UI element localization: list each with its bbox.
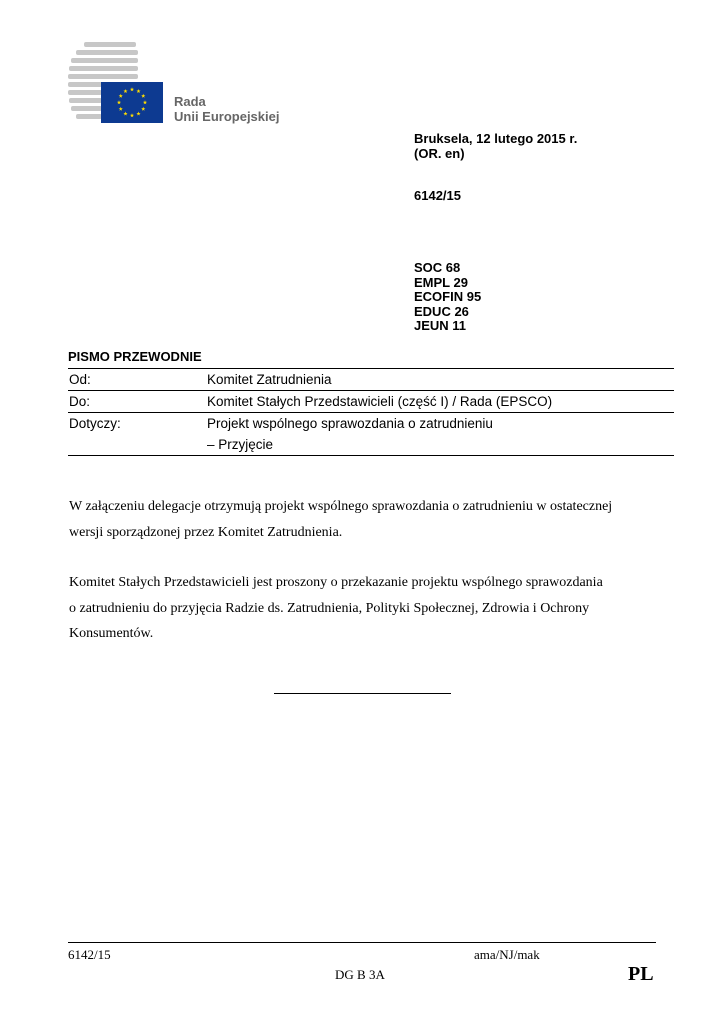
row-label: Od: <box>69 372 91 387</box>
interinstitutional-codes <box>414 261 481 334</box>
original-language: (OR. en) <box>414 145 465 161</box>
text-line: W załączeniu delegacje otrzymują projekt wspólnego sprawozdania o zatrudnieniu w ostatecznej <box>69 499 613 514</box>
table-row-from <box>68 369 674 390</box>
text-line: Konsumentów. <box>69 626 154 641</box>
doc-number: 6142/15 <box>414 188 461 203</box>
document-type-title: PISMO PRZEWODNIE <box>68 349 202 364</box>
text-line: wersji sporządzonej przez Komitet Zatrudnienia. <box>69 524 343 540</box>
text-line: o zatrudnieniu do przyjęcia Radzie ds. Zatrudnienia, Polityki Społecznej, Zdrowia i Ochrony <box>69 600 590 616</box>
paragraph <box>69 494 669 545</box>
header-meta <box>414 132 577 161</box>
code-item: SOC 68 <box>414 260 461 275</box>
table-row-subject <box>68 412 674 455</box>
footer-language: PL <box>628 963 654 985</box>
code-item: JEUN 11 <box>414 318 467 333</box>
code-item: EDUC 26 <box>414 303 469 319</box>
row-value-line: Komitet Zatrudnienia <box>207 372 332 387</box>
row-value <box>207 413 674 455</box>
footer-doc-number: 6142/15 <box>68 947 111 962</box>
row-value-line: Komitet Stałych Przedstawicieli (część I) / Rada (EPSCO) <box>207 394 553 409</box>
row-label: Do: <box>69 394 91 409</box>
institution-name-line1: Rada <box>174 94 206 109</box>
institution-name-line2: Unii Europejskiej <box>174 109 280 124</box>
cover-note-table <box>68 368 674 456</box>
row-value <box>207 369 674 390</box>
text-line: Komitet Stałych Przedstawicieli jest proszony o przekazanie projektu wspólnego sprawozdania <box>69 575 603 590</box>
code-item: EMPL 29 <box>414 274 468 290</box>
body-text <box>69 494 669 672</box>
code-item: ECOFIN 95 <box>414 289 482 304</box>
institution-name <box>174 94 279 124</box>
row-value-line: Projekt wspólnego sprawozdania o zatrudnieniu <box>207 416 493 431</box>
end-separator <box>274 693 451 694</box>
footer-divider <box>68 942 656 943</box>
row-label: Dotyczy: <box>69 416 121 431</box>
paragraph <box>69 570 669 647</box>
eu-flag-icon <box>101 82 163 123</box>
row-value <box>207 391 674 412</box>
council-logo <box>68 40 298 126</box>
table-row-to <box>68 390 674 412</box>
row-value-line: – Przyjęcie <box>207 437 274 452</box>
footer-initials: ama/NJ/mak <box>474 947 540 962</box>
place-date: Bruksela, 12 lutego 2015 r. <box>414 131 578 146</box>
footer-department: DG B 3A <box>335 967 385 982</box>
